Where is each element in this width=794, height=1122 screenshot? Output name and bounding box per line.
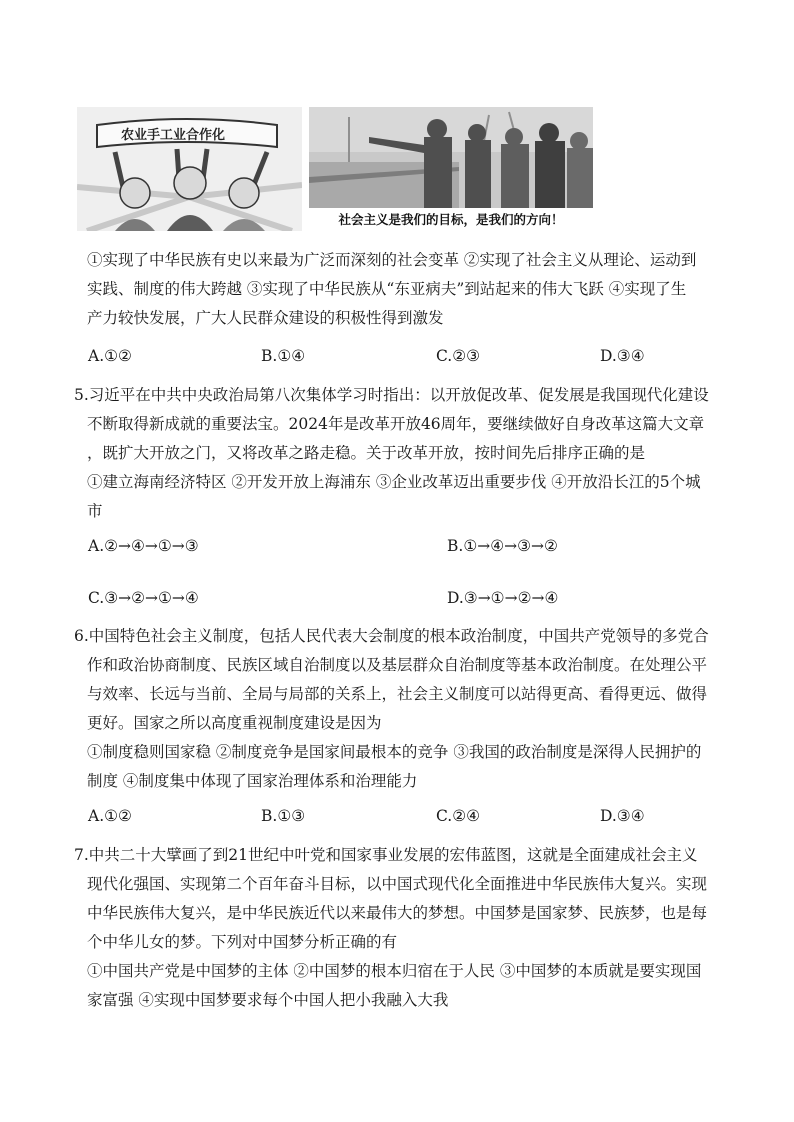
photo-illustration	[309, 107, 593, 208]
q4-statement-line: 实践、制度的伟大跨越 ③实现了中华民族从“东亚病夫”到站起来的伟大飞跃 ④实现了生	[87, 280, 687, 298]
q6-option-b: B.①③	[261, 807, 306, 825]
q6-stem-line: 作和政治协商制度、民族区域自治制度以及基层群众自治制度等基本政治制度。在处理公平	[87, 656, 708, 674]
q7-stem-line: 中华民族伟大复兴，是中华民族近代以来最伟大的梦想。中国梦是国家梦、民族梦，也是每	[87, 904, 708, 922]
q4-option-b: B.①④	[261, 347, 306, 365]
q6-stem-line: 6.中国特色社会主义制度，包括人民代表大会制度的根本政治制度，中国共产党领导的多党合	[74, 627, 709, 645]
q5-stem-line: 市	[87, 502, 103, 520]
q7-stem-line: ①中国共产党是中国梦的主体 ②中国梦的根本归宿在于人民 ③中国梦的本质就是要实现国	[87, 962, 702, 980]
q5-option-a: A.②→④→①→③	[88, 537, 199, 555]
q4-statement-line: ①实现了中华民族有史以来最为广泛而深刻的社会变革 ②实现了社会主义从理论、运动到	[87, 251, 697, 269]
q7-stem-line: 家富强 ④实现中国梦要求每个中国人把小我融入大我	[87, 991, 449, 1009]
q6-option-c: C.②④	[436, 807, 481, 825]
photo-caption: 社会主义是我们的目标，是我们的方向！	[309, 208, 593, 231]
q6-stem-line: 制度 ④制度集中体现了国家治理体系和治理能力	[87, 772, 418, 790]
q5-option-b: B.①→④→③→②	[447, 537, 558, 555]
q6-stem-line: ①制度稳则国家稳 ②制度竞争是国家间最根本的竞争 ③我国的政治制度是深得人民拥护的	[87, 743, 702, 761]
q4-statements	[74, 246, 739, 333]
q5-stem-line: ，既扩大开放之门，又将改革之路走稳。关于改革开放，按时间先后排序正确的是	[87, 444, 646, 462]
cooperative-cartoon-image	[77, 107, 302, 231]
q6-option-a: A.①②	[88, 807, 132, 825]
q6-option-d: D.③④	[600, 807, 645, 825]
q4-option-a: A.①②	[88, 347, 132, 365]
q6-stem-line: 更好。国家之所以高度重视制度建设是因为	[87, 714, 382, 732]
q6-stem-line: 与效率、长远与当前、全局与局部的关系上，社会主义制度可以站得更高、看得更远、做得	[87, 685, 708, 703]
q5-option-c: C.③→②→①→④	[88, 589, 199, 607]
q7-stem-line: 7.中共二十大擘画了到21世纪中叶党和国家事业发展的宏伟蓝图，这就是全面建成社会主义	[74, 846, 698, 864]
banner-text: 农业手工业合作化	[121, 128, 226, 143]
q5-stem-line: 5.习近平在中共中央政治局第八次集体学习时指出：以开放促改革、促发展是我国现代化建设	[74, 386, 709, 404]
q4-option-d: D.③④	[600, 347, 645, 365]
historical-photo-image	[309, 107, 593, 231]
q7-stem	[74, 841, 726, 1015]
q7-stem-line: 现代化强国、实现第二个百年奋斗目标，以中国式现代化全面推进中华民族伟大复兴。实现	[87, 875, 708, 893]
q5-stem	[74, 381, 726, 526]
q5-option-d: D.③→①→②→④	[447, 589, 559, 607]
q5-stem-line: ①建立海南经济特区 ②开发开放上海浦东 ③企业改革迈出重要步伐 ④开放沿长江的5个城	[87, 473, 701, 491]
q4-option-c: C.②③	[436, 347, 481, 365]
q4-statement-line: 产力较快发展，广大人民群众建设的积极性得到激发	[87, 309, 444, 327]
q6-stem	[74, 622, 726, 796]
q7-stem-line: 个中华儿女的梦。下列对中国梦分析正确的有	[87, 933, 398, 951]
q5-stem-line: 不断取得新成就的重要法宝。2024年是改革开放46周年，要继续做好自身改革这篇大文章	[87, 415, 705, 433]
